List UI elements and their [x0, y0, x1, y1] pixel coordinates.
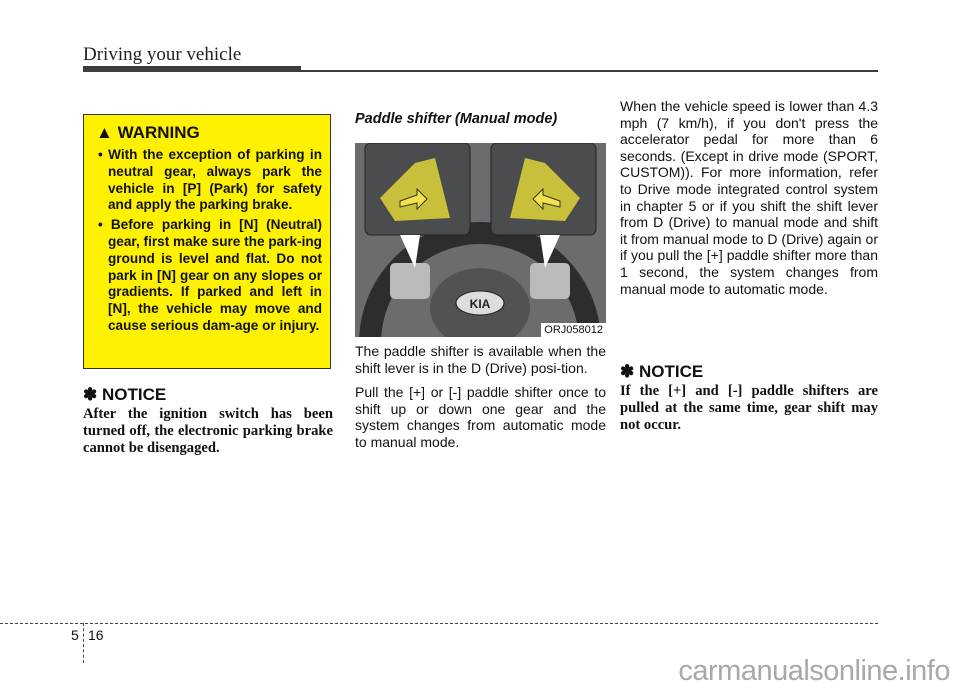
notice-title: ✽ NOTICE — [83, 385, 167, 404]
steering-wheel-drawing — [355, 143, 606, 337]
warning-item-text: Before parking in [N] (Neutral) gear, first make sure the park-ing ground is level and flat. Do not park in [N] gear on any slopes or gradients. If parked and left in [N], the vehicle may move and cause serious dam-age or injury. — [108, 217, 322, 333]
warning-item-text: With the exception of parking in neutral gear, always park the vehicle in [P] (Park) for safety and apply the parking brake. — [108, 147, 322, 213]
steering-wheel-illustration — [355, 143, 606, 337]
paragraph: The paddle shifter is available when the shift lever is in the D (Drive) posi-tion. — [355, 343, 606, 376]
right-column — [620, 98, 878, 305]
section-title: Paddle shifter (Manual mode) — [355, 111, 558, 127]
warning-heading — [96, 123, 322, 143]
notice-title: ✽ NOTICE — [620, 362, 704, 381]
notice-text: After the ignition switch has been turned off, the electronic parking brake cannot be disengaged. — [83, 406, 333, 457]
watermark: carmanualsonline.info — [678, 655, 950, 687]
kia-logo: KIA — [469, 297, 491, 311]
warning-title: WARNING — [117, 123, 200, 142]
warning-box — [83, 114, 331, 369]
footer-divider — [83, 623, 84, 663]
paragraph: Pull the [+] or [-] paddle shifter once to shift up or down one gear and the system changes from automatic mode to manual mode. — [355, 384, 606, 450]
header-rule — [300, 70, 878, 72]
paddle-description — [355, 343, 606, 459]
warning-item: • With the exception of parking in neutral gear, always park the vehicle in [P] (Park) for safety and apply the parking brake. — [98, 147, 322, 213]
page-header-title: Driving your vehicle — [83, 44, 242, 65]
chapter-number: 5 — [71, 627, 79, 643]
paragraph: When the vehicle speed is lower than 4.3 mph (7 km/h), if you don't press the accelerator pedal for more than 6 seconds. (Except in drive mode (SPORT, CUSTOM)). For more information, refer to Drive mode integrated control system in chapter 5 or if you shift the shift lever from D (Drive) to manual mode and shift it from manual mode to D (Drive) again or if you pull the [+] paddle shifter more than 1 second, the system changes from manual mode to automatic mode. — [620, 98, 878, 297]
warning-triangle-icon: ▲ — [96, 123, 113, 142]
page-number: 16 — [88, 627, 104, 643]
warning-item: • Before parking in [N] (Neutral) gear, first make sure the park-ing ground is level and flat. Do not park in [N] gear on any slopes or gradients. If parked and left in [N], the vehicle may move and cause serious dam-age or injury. — [98, 217, 322, 333]
notice-text: If the [+] and [-] paddle shifters are pulled at the same time, gear shift may not occur. — [620, 383, 878, 434]
image-caption: ORJ058012 — [541, 323, 606, 337]
footer-rule — [0, 623, 878, 624]
header-bar — [83, 66, 301, 72]
